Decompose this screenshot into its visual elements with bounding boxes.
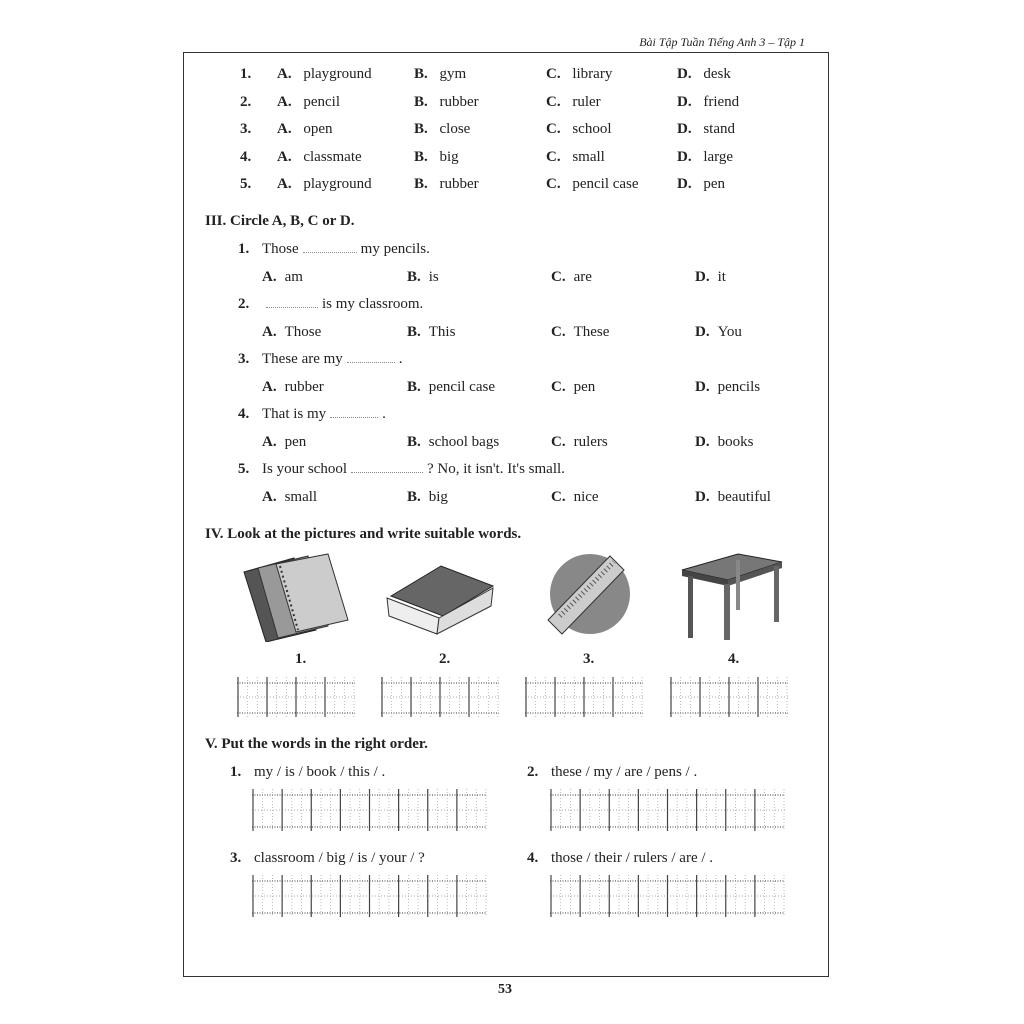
desk-icon [678,550,784,642]
option-text: Those [284,323,322,340]
option-letter: B. [407,323,421,340]
option[interactable] [277,65,372,83]
question-before: Is your school [262,461,347,477]
option-letter: D. [677,121,692,138]
option[interactable] [414,93,479,111]
option-letter: B. [407,433,421,450]
option-letter: A. [262,323,277,340]
option[interactable] [695,433,753,451]
option[interactable] [414,120,470,138]
ruler-icon [540,550,632,640]
question-text [262,295,423,313]
option-text: friend [703,93,740,110]
option-letter: D. [695,488,710,505]
option[interactable] [277,175,372,193]
picture-number: 3. [583,651,595,667]
option[interactable] [546,175,639,193]
option-text: rubber [439,93,479,110]
option[interactable] [407,323,455,341]
option-text: it [717,268,726,285]
question-number: 2. [238,296,250,312]
question-before: These are my [262,351,343,367]
option-text: pencils [717,378,761,395]
option[interactable] [677,93,739,111]
option-text: pencil case [428,378,495,395]
option-text: is [428,268,439,285]
option-letter: D. [677,176,692,193]
writing-grid[interactable] [381,677,499,717]
question-number: 5. [238,461,250,477]
option-text: playground [303,66,372,82]
option[interactable] [677,65,731,83]
option-letter: A. [277,66,292,82]
option-letter: D. [695,433,710,450]
option[interactable] [551,323,609,341]
option-text: big [439,148,459,165]
option-text: pencil [303,93,340,110]
option-text: library [572,66,613,82]
item-number: 1. [230,764,242,780]
option-letter: D. [677,148,692,165]
question-after: my pencils. [360,241,430,257]
option-letter: A. [277,148,292,165]
question-text [262,405,386,423]
option-text: ruler [572,93,601,110]
question-number: 4. [240,148,252,165]
option-text: nice [573,488,599,505]
option-letter: B. [414,121,428,138]
answer-blank[interactable] [330,417,378,418]
option-letter: C. [551,323,566,340]
option-text: classmate [303,148,362,165]
option[interactable] [262,433,306,451]
option[interactable] [551,488,599,506]
option[interactable] [546,93,601,111]
scrambled-words: these / my / are / pens / . [551,764,698,780]
writing-grid[interactable] [252,875,487,917]
option-letter: C. [546,66,561,82]
picture-number: 2. [439,651,451,667]
option[interactable] [695,323,742,341]
option-letter: A. [262,378,277,395]
option[interactable] [551,433,608,451]
option-text: playground [303,176,372,193]
option-letter: D. [677,66,692,82]
option-text: big [428,488,448,505]
option-letter: D. [695,323,710,340]
question-after: is my classroom. [322,296,424,312]
option-letter: C. [546,93,561,110]
writing-grid[interactable] [252,789,487,831]
option-text: close [439,121,471,138]
option-letter: B. [414,66,428,82]
option[interactable] [414,175,479,193]
option[interactable] [407,488,448,506]
option[interactable] [407,268,439,286]
option-text: rulers [573,433,608,450]
option-text: These [573,323,610,340]
option[interactable] [414,148,459,166]
option[interactable] [262,378,324,396]
option[interactable] [262,488,317,506]
option-letter: D. [695,378,710,395]
option-text: school bags [428,433,500,450]
question-before: That is my [262,406,327,422]
option-letter: A. [277,121,292,138]
option[interactable] [677,148,733,166]
writing-grid[interactable] [237,677,355,717]
option[interactable] [546,148,605,166]
option-text: gym [439,66,467,82]
answer-blank[interactable] [351,472,423,473]
section-3-title: III. Circle A, B, C or D. [205,213,355,229]
option[interactable] [414,65,466,83]
option[interactable] [262,268,303,286]
option-text: desk [703,66,731,82]
answer-blank[interactable] [266,307,318,308]
option[interactable] [546,120,612,138]
option[interactable] [262,323,321,341]
option-letter: A. [262,488,277,505]
question-number: 3. [238,351,250,367]
option-letter: C. [546,148,561,165]
option-letter: B. [414,176,428,193]
option-letter: C. [551,433,566,450]
option-letter: D. [695,268,710,285]
option-text: rubber [439,176,479,193]
option-text: school [572,121,612,138]
option[interactable] [277,93,340,111]
option[interactable] [551,378,595,396]
section-5-title: V. Put the words in the right order. [205,736,428,752]
option-text: rubber [284,378,324,395]
option-text: are [573,268,592,285]
option[interactable] [695,378,760,396]
option-letter: B. [414,93,428,110]
option-text: large [703,148,734,165]
option[interactable] [677,120,735,138]
answer-blank[interactable] [347,362,395,363]
option-text: pencil case [572,176,639,193]
section-4-title: IV. Look at the pictures and write suitable words. [205,526,522,542]
writing-grid[interactable] [670,677,788,717]
question-before: Those [262,241,299,257]
option[interactable] [277,148,362,166]
option[interactable] [551,268,592,286]
option-letter: C. [551,488,566,505]
option[interactable] [677,175,725,193]
option-letter: C. [546,176,561,193]
option-text: pen [703,176,726,193]
option[interactable] [407,433,499,451]
picture-number: 1. [295,651,307,667]
answer-blank[interactable] [303,252,357,253]
question-number: 5. [240,176,252,193]
notebooks-icon [236,550,358,642]
option-text: books [717,433,754,450]
writing-grid[interactable] [550,789,785,831]
option-text: small [284,488,318,505]
scrambled-words: those / their / rulers / are / . [551,850,714,866]
option[interactable] [695,488,771,506]
option-letter: B. [407,268,421,285]
writing-grid[interactable] [550,875,785,917]
question-after: . [382,406,386,422]
item-number: 4. [527,850,539,866]
option-letter: B. [407,378,421,395]
running-header: Bài Tập Tuần Tiếng Anh 3 – Tập 1 [639,35,805,49]
option-letter: D. [677,93,692,110]
option-text: pen [284,433,307,450]
question-text [262,350,403,368]
option-letter: A. [277,176,292,193]
item-number: 2. [527,764,539,780]
option-letter: B. [407,488,421,505]
option-text: pen [573,378,596,395]
option-letter: C. [551,378,566,395]
scrambled-words: classroom / big / is / your / ? [254,850,425,866]
item-number: 3. [230,850,242,866]
option-letter: A. [262,433,277,450]
option-text: small [572,148,605,165]
question-number: 1. [240,66,252,82]
question-number: 3. [240,121,252,138]
option-letter: A. [277,93,292,110]
eraser-icon [381,556,501,636]
question-number: 4. [238,406,250,422]
question-after: ? No, it isn't. It's small. [427,461,565,477]
option-text: am [284,268,303,285]
option-text: This [428,323,456,340]
scrambled-words: my / is / book / this / . [254,764,386,780]
option-text: open [303,121,333,138]
option-letter: B. [414,148,428,165]
question-number: 1. [238,241,250,257]
writing-grid[interactable] [525,677,643,717]
option-letter: C. [551,268,566,285]
option-letter: C. [546,121,561,138]
question-text [262,240,430,258]
picture-number: 4. [728,651,740,667]
option[interactable] [277,120,333,138]
option-text: beautiful [717,488,771,505]
option[interactable] [546,65,612,83]
option-text: stand [703,121,736,138]
option-letter: A. [262,268,277,285]
option-text: You [717,323,742,340]
question-after: . [398,351,403,367]
question-text [262,460,565,478]
option[interactable] [407,378,495,396]
question-number: 2. [240,93,252,110]
page-number: 53 [498,982,512,997]
option[interactable] [695,268,726,286]
